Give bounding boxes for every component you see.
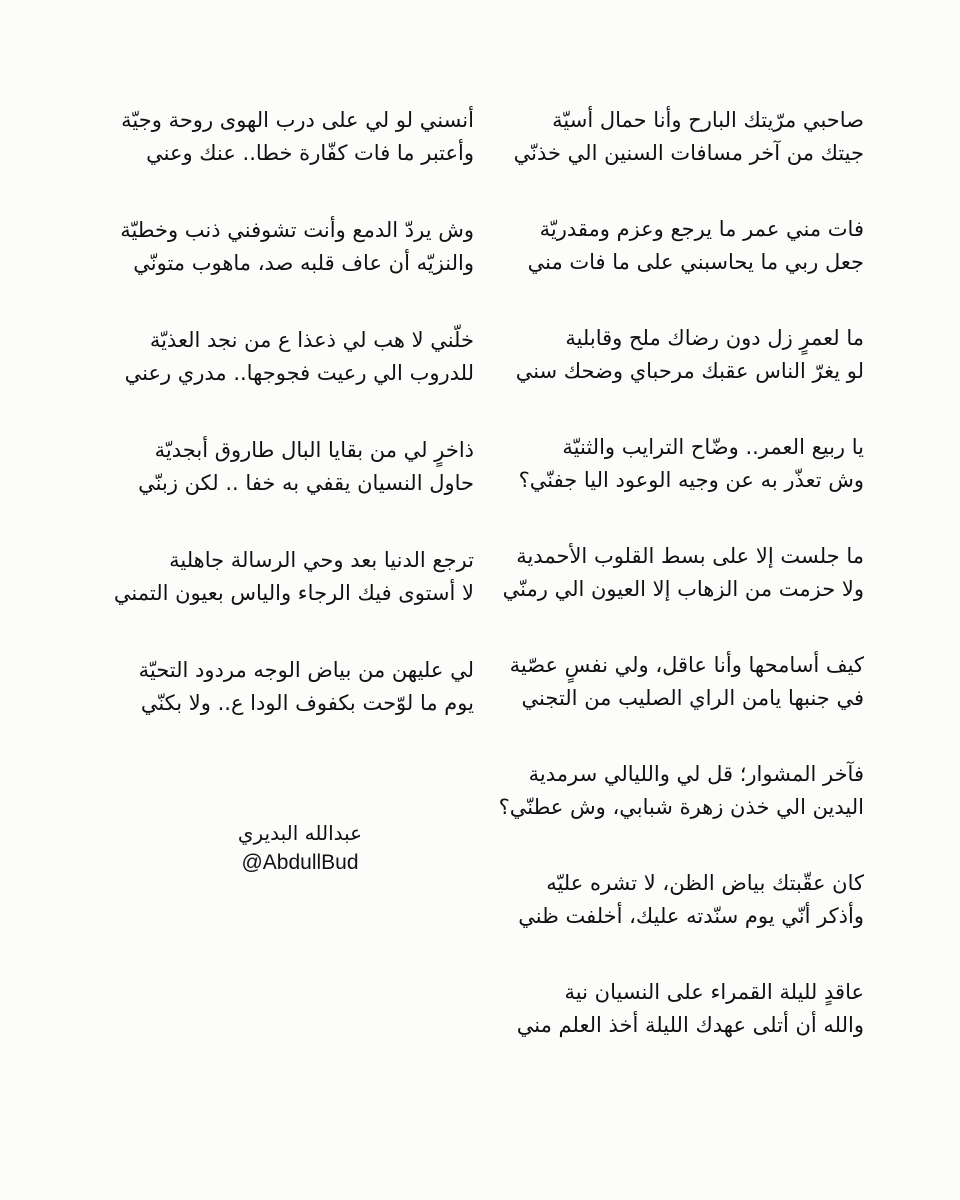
stanza [74, 324, 474, 390]
verse-line: خلّني لا هب لي ذعذا ع من نجد العذيّة [149, 328, 474, 352]
verse-line: أنسني لو لي على درب الهوى روحة وجيّة [121, 108, 474, 132]
stanza [464, 104, 864, 170]
stanza [74, 654, 474, 720]
verse-line: ما لعمرٍ زل دون رضاك ملح وقابلية [565, 326, 864, 350]
poem-column-right [464, 104, 864, 1085]
stanza [464, 758, 864, 824]
verse-line: عاقدٍ لليلة القمراء على النسيان نية [564, 980, 864, 1004]
verse-line: لو يغرّ الناس عقبك مرحباي وضحك سني [515, 359, 864, 383]
stanza [74, 104, 474, 170]
verse-line: يوم ما لوّحت بكفوف الودا ع.. ولا بكنّي [140, 691, 474, 715]
poem-column-left [74, 104, 474, 764]
stanza [74, 434, 474, 500]
verse-line: ترجع الدنيا بعد وحي الرسالة جاهلية [169, 548, 474, 572]
stanza [464, 867, 864, 933]
verse-line: فات مني عمر ما يرجع وعزم ومقدريّة [539, 217, 864, 241]
verse-line: فآخر المشوار؛ قل لي والليالي سرمدية [528, 762, 864, 786]
verse-line: للدروب الي رعيت فجوجها.. مدري رعني [124, 361, 474, 385]
stanza [464, 540, 864, 606]
verse-line: كان عقّبتك بياض الظن، لا تشره عليّه [546, 871, 864, 895]
verse-line: ذاخرٍ لي من بقايا البال طاروق أبجديّة [154, 438, 474, 462]
verse-line: جعل ربي ما يحاسبني على ما فات مني [527, 250, 864, 274]
verse-line: يا ربيع العمر.. وضّاح الترايب والثنيّة [562, 435, 864, 459]
verse-line: والله أن أتلى عهدك الليلة أخذ العلم مني [516, 1013, 864, 1037]
verse-line: لي عليهن من بياض الوجه مردود التحيّة [138, 658, 474, 682]
verse-line: وأعتبر ما فات كفّارة خطا.. عنك وعني [146, 141, 474, 165]
verse-line: وش يردّ الدمع وأنت تشوفني ذنب وخطيّة [120, 218, 474, 242]
verse-line: حاول النسيان يقفي به خفا .. لكن زبنّي [138, 471, 474, 495]
stanza [74, 214, 474, 280]
verse-line: صاحبي مرّيتك البارح وأنا حمال أسيّة [552, 108, 864, 132]
stanza [464, 322, 864, 388]
verse-line: اليدين الي خذن زهرة شبابي، وش عطنّي؟ [498, 795, 864, 819]
stanza [464, 649, 864, 715]
verse-line: وأذكر أنّي يوم سنّدته عليك، أخلفت ظني [518, 904, 864, 928]
stanza [464, 431, 864, 497]
author-handle: @AbdullBud [241, 851, 359, 874]
verse-line: لا أستوى فيك الرجاء والياس بعيون التمني [113, 581, 474, 605]
verse-line: في جنبها يامن الراي الصليب من التجني [521, 686, 864, 710]
verse-line: ولا حزمت من الزهاب إلا العيون الي رمنّي [502, 577, 864, 601]
author-name: عبدالله البديري [237, 821, 363, 845]
verse-line: كيف أسامحها وأنا عاقل، ولي نفسٍ عصّية [509, 653, 864, 677]
stanza [464, 213, 864, 279]
stanza [74, 544, 474, 610]
signature [210, 818, 390, 878]
verse-line: وش تعذّر به عن وجيه الوعود اليا جفنّي؟ [518, 468, 864, 492]
stanza [464, 976, 864, 1042]
verse-line: ما جلست إلا على بسط القلوب الأحمدية [516, 544, 864, 568]
verse-line: جيتك من آخر مسافات السنين الي خذنّي [513, 141, 864, 165]
verse-line: والنزيّه أن عاف قلبه صد، ماهوب متونّي [133, 251, 474, 275]
